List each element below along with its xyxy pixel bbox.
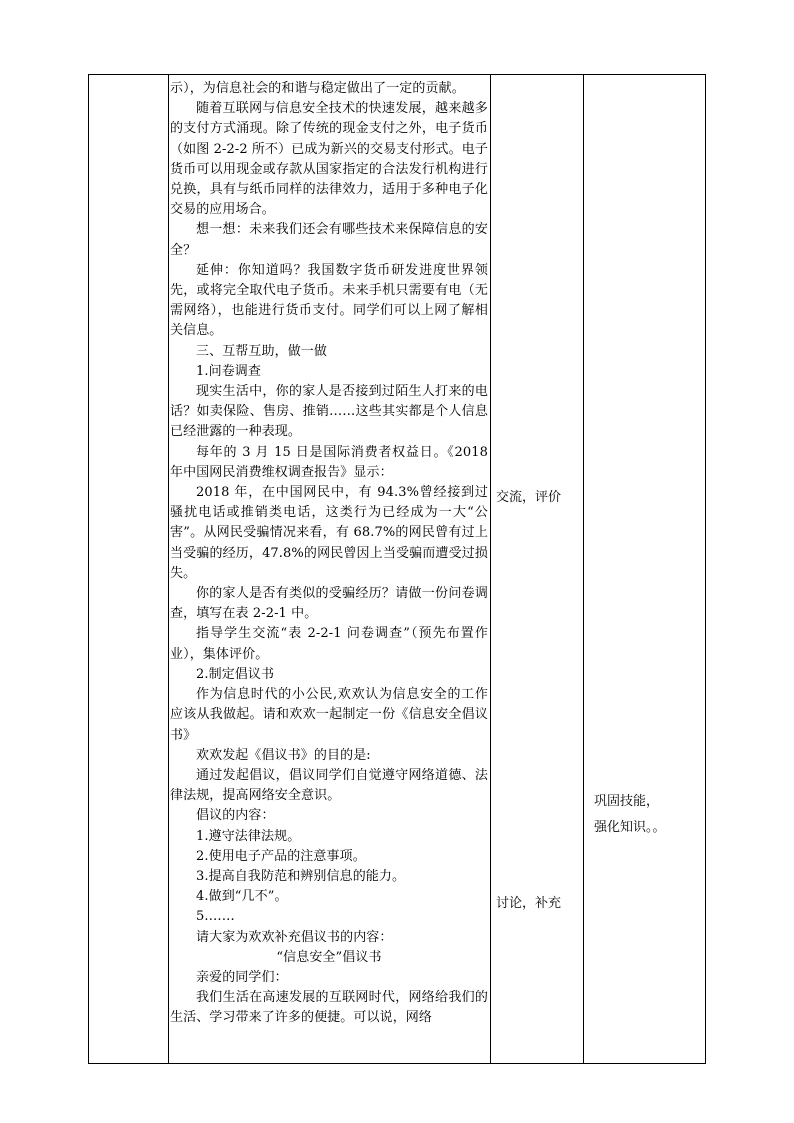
paragraph: 亲爱的同学们： xyxy=(196,969,288,985)
subsection-heading: 2.制定倡议书 xyxy=(196,666,275,682)
subsection-heading: 1.问卷调查 xyxy=(196,363,262,379)
column-divider xyxy=(490,75,491,1063)
column-divider xyxy=(168,75,169,1063)
paragraph: 现实生活中，你的家人是否接到过陌生人打来的电话？如卖保险、售房、推销……这些其实都是个人信息已经泄露的一种表现。 xyxy=(170,384,488,440)
paragraph: 延伸：你知道吗？我国数字货币研发进度世界领先，或将完全取代电子货币。未来手机只需要有电（无需网络），也能进行货币支付。同学们可以上网了解相关信息。 xyxy=(170,262,488,339)
paragraph: 你的家人是否有类似的受骗经历？请做一份问卷调查，填写在表 2-2-1 中。 xyxy=(170,586,488,622)
paragraph: 欢欢发起《倡议书》的目的是: xyxy=(196,747,371,763)
section-heading: 三、互帮互助，做一做 xyxy=(196,343,328,359)
paragraph: 我们生活在高速发展的互联网时代，网络给我们的生活、学习带来了许多的便捷。可以说，网络 xyxy=(170,990,488,1026)
paragraph: 想一想：未来我们还会有哪些技术来保障信息的安全？ xyxy=(170,222,488,258)
activity-note: 交流，评价 xyxy=(496,490,562,505)
paragraph: 示），为信息社会的和谐与稳定做出了一定的贡献。 xyxy=(170,81,465,96)
activity-note: 讨论，补充 xyxy=(496,896,562,911)
paragraph: 随着互联网与信息安全技术的快速发展，越来越多的支付方式涌现。除了传统的现金支付之外，电子货币（如图 2-2-2 所不）已成为新兴的交易支付形式。电子货币可以用现金或存款从国家指定的合法发行机构进行兑换，具有与纸币同样的法律效力，适用于多种电子化交易的应用场合。 xyxy=(170,101,488,218)
paragraph: 通过发起倡议，倡议同学们自觉遵守网络道德、法律法规，提高网络安全意识。 xyxy=(170,767,488,804)
purpose-note: 巩固技能， xyxy=(594,794,660,809)
proposal-title: “信息安全”倡议书 xyxy=(276,949,382,965)
paragraph: 作为信息时代的小公民,欢欢认为信息安全的工作应该从我做起。请和欢欢一起制定一份《信息安全倡议书》 xyxy=(170,687,488,743)
paragraph: 每年的 3 月 15 日是国际消费者权益日。《2018 年中国网民消费维权调查报告》显示： xyxy=(170,444,488,480)
column-divider xyxy=(583,75,584,1063)
list-item: 1.遵守法律法规。 xyxy=(196,828,301,844)
paragraph: 倡议的内容： xyxy=(196,808,275,824)
paragraph: 指导学生交流“表 2-2-1 问卷调查”（预先布置作业），集体评价。 xyxy=(170,626,488,662)
teaching-content-cell xyxy=(170,79,488,1029)
lesson-table xyxy=(88,74,706,1064)
paragraph: 请大家为欢欢补充倡议书的内容： xyxy=(196,929,393,945)
list-item: 3.提高自我防范和辨别信息的能力。 xyxy=(196,868,406,884)
list-item: 5.…… xyxy=(196,909,235,925)
paragraph: 2018 年，在中国网民中，有 94.3%曾经接到过骚扰电话或推销类电话，这类行为已经成为一大“公害”。从网民受骗情况来看，有 68.7%的网民曾有过上当受骗的经历，47.8%的网民曾因上当受骗而遭受过损失。 xyxy=(170,485,488,581)
purpose-note: 强化知识。。 xyxy=(594,820,666,835)
list-item: 4.做到“几不”。 xyxy=(196,889,288,905)
list-item: 2.使用电子产品的注意事项。 xyxy=(196,848,366,864)
